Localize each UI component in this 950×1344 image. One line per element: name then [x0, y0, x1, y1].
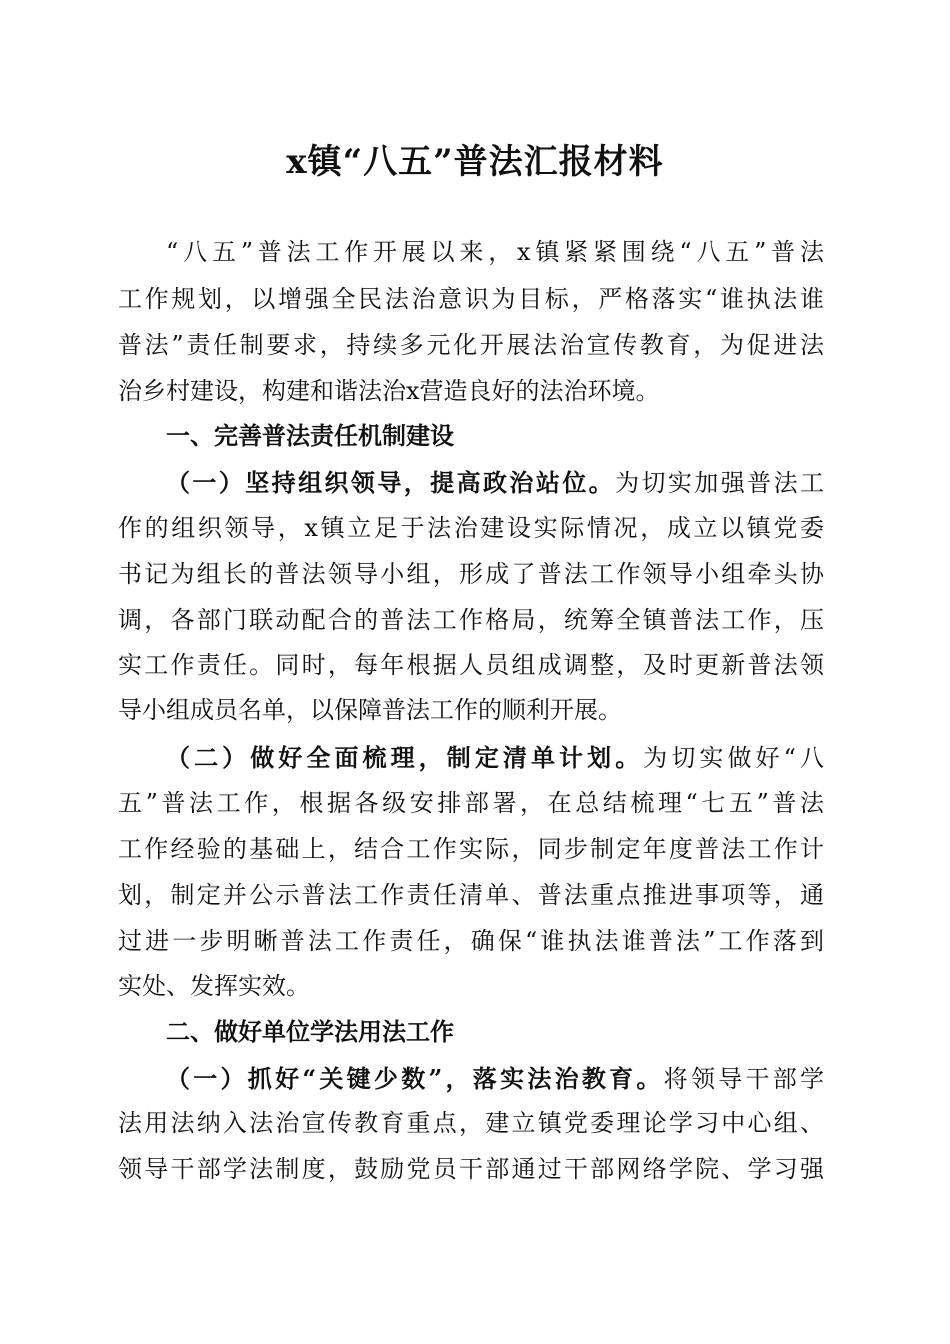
section-1-heading: 一、完善普法责任机制建设: [166, 422, 454, 450]
section-1-sub-2-first-rest: 为切实做好“八: [643, 744, 824, 772]
section-1-sub-1-line-5: 实工作责任。同时，每年根据人员组成调整，及时更新普法领: [118, 651, 824, 679]
section-2-sub-1-first-line: [166, 1056, 824, 1101]
section-2-sub-1-line-2: 法用法纳入法治宣传教育重点，建立镇党委理论学习中心组、: [118, 1109, 824, 1137]
section-1-sub-1-line-4: 调，各部门联动配合的普法工作格局，统筹全镇普法工作，压: [118, 606, 824, 634]
section-1-sub-2-line-2: 五”普法工作，根据各级安排部署，在总结梳理“七五”普法: [118, 789, 824, 817]
section-1-sub-1-lead: （一）坚持组织领导，提高政治站位。: [166, 468, 616, 497]
intro-line-1: “八五”普法工作开展以来，x镇紧紧围绕“八五”普法: [166, 238, 824, 266]
intro-line-2: 工作规划，以增强全民法治意识为目标，严格落实“谁执法谁: [118, 285, 824, 313]
section-2-sub-1-lead: （一）抓好“关键少数”，落实法治教育。: [166, 1064, 664, 1093]
section-1-sub-1-line-3: 书记为组长的普法领导小组，形成了普法工作领导小组牵头协: [118, 560, 824, 588]
section-2-sub-1-line-3: 领导干部学法制度，鼓励党员干部通过干部网络学院、学习强: [118, 1155, 824, 1183]
document-title: x镇“八五”普法汇报材料: [286, 142, 664, 182]
section-1-sub-2-line-5: 过进一步明晰普法工作责任，确保“谁执法谁普法”工作落到: [118, 927, 824, 955]
section-1-sub-2-lead: （二）做好全面梳理，制定清单计划。: [166, 743, 644, 772]
intro-line-4: 治乡村建设，构建和谐法治x营造良好的法治环境。: [118, 377, 660, 405]
intro-line-3: 普法”责任制要求，持续多元化开展法治宣传教育，为促进法: [118, 331, 824, 359]
section-2-heading: 二、做好单位学法用法工作: [166, 1018, 454, 1046]
section-1-sub-1-line-2: 作的组织领导，x镇立足于法治建设实际情况，成立以镇党委: [118, 514, 824, 542]
section-1-sub-1-first-rest: 为切实加强普法工: [615, 469, 824, 497]
section-1-sub-2-line-3: 工作经验的基础上，结合工作实际，同步制定年度普法工作计: [118, 835, 824, 863]
section-1-sub-1-first-line: [166, 460, 824, 505]
section-1-sub-1-line-6: 导小组成员名单，以保障普法工作的顺利开展。: [118, 696, 622, 724]
section-2-sub-1-first-rest: 将领导干部学: [663, 1065, 824, 1093]
section-1-sub-2-first-line: [166, 735, 824, 780]
section-1-sub-2-line-6: 实处、发挥实效。: [118, 972, 310, 1000]
section-1-sub-2-line-4: 划，制定并公示普法工作责任清单、普法重点推进事项等，通: [118, 881, 824, 909]
